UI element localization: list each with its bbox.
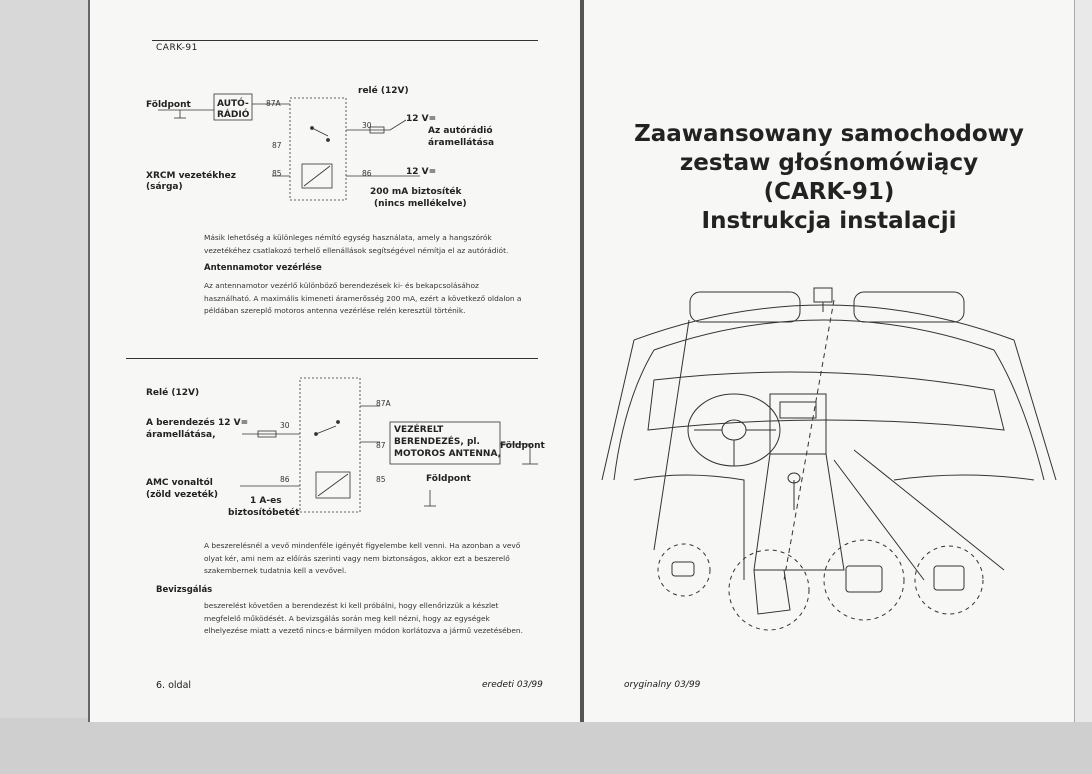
supply-top-1: 12 V=: [406, 114, 437, 124]
supply-label-2b: áramellátása,: [146, 430, 216, 440]
supply-top-desc-1: Az autórádió: [428, 126, 493, 136]
relay-title-1: relé (12V): [358, 86, 409, 96]
car-interior-illustration: [594, 280, 1064, 640]
relay-title-2: Relé (12V): [146, 388, 200, 398]
left-page: [88, 0, 584, 722]
pin-87a-1: 87A: [266, 99, 281, 108]
ground-bottom-2: Földpont: [426, 474, 471, 484]
pin-30-2: 30: [280, 421, 290, 430]
heading-antenna: Antennamotor vezérlése: [204, 263, 322, 273]
header-rule: [152, 40, 538, 41]
version-left: eredeti 03/99: [482, 680, 543, 690]
pin-87-1: 87: [272, 141, 282, 150]
ground-label-1: Földpont: [146, 100, 191, 110]
amc-label-2: (zöld vezeték): [146, 490, 219, 500]
header-code: CARK-91: [156, 43, 198, 53]
paragraph-antenna: Az antennamotor vezérlő különböző berendezések ki- és bekapcsolásához használható. A maximális kimeneti áramerősség 200 mA, ezért a következő oldalon a példában szereplő motoros antenna vezérlése relén keresztül történik.: [204, 281, 522, 315]
relay-diagram-1: [90, 70, 584, 230]
supply-bottom-1: 12 V=: [406, 167, 437, 177]
fuse-label-2a: 1 A-es: [250, 496, 282, 506]
paragraph-mute: Másik lehetőség a különleges némító egység használata, amely a hangszórók vezetékéhez csatlakozó terhelő ellenállások segítségével némítja el az autórádiót.: [204, 233, 509, 255]
controlled-device-2: BERENDEZÉS, pl.: [394, 437, 480, 447]
pin-86-1: 86: [362, 169, 372, 178]
fuse-label-1b: (nincs mellékelve): [374, 199, 467, 209]
scan-shadow: [0, 718, 1092, 774]
paragraph-installation: A beszerelésnél a vevő mindenféle igényét figyelembe kell venni. Ha azonban a vevő olyat kér, ami nem az előírás szerinti vagy nem biztonságos, akkor ezt a beszerelő szakembernek tudatnia kell a vevővel.: [204, 541, 521, 575]
pin-87a-2: 87A: [376, 399, 391, 408]
pin-87-2: 87: [376, 441, 386, 450]
mid-rule: [126, 358, 538, 359]
ground-right-2: Földpont: [500, 441, 545, 451]
pin-86-2: 86: [280, 475, 290, 484]
pin-85-1: 85: [272, 169, 282, 178]
heading-test: Bevizsgálás: [156, 585, 213, 595]
radio-box-label: AUTÓ- RÁDIÓ: [217, 99, 250, 120]
supply-voltage-2: 12 V=: [218, 418, 249, 428]
supply-top-desc-2: áramellátása: [428, 138, 495, 148]
fuse-label-1a: 200 mA biztosíték: [370, 187, 462, 197]
page-number: 6. oldal: [156, 680, 192, 691]
controlled-device-3: MOTOROS ANTENNA,: [394, 449, 501, 459]
right-page: [584, 0, 1074, 722]
amc-label-1: AMC vonaltól: [146, 478, 213, 488]
title-line-1: Zaawansowany samochodowy: [634, 121, 1024, 147]
pin-85-2: 85: [376, 475, 386, 484]
pin-30-1: 30: [362, 121, 372, 130]
version-right: oryginalny 03/99: [624, 680, 701, 690]
controlled-device-1: VEZÉRELT: [394, 425, 444, 435]
xrcm-label-1: XRCM vezetékhez: [146, 171, 237, 181]
title-line-4: Instrukcja instalacji: [701, 208, 957, 234]
page-edge: [1074, 0, 1092, 722]
fuse-label-2b: biztosítóbetét: [228, 508, 300, 518]
supply-label-2a: A berendezés: [146, 418, 215, 428]
xrcm-label-2: (sárga): [146, 182, 183, 192]
title-line-2: zestaw głośnomówiący: [679, 150, 979, 176]
title-block: [584, 120, 1074, 236]
paragraph-test: beszerelést követően a berendezést ki kell próbálni, hogy ellenőrizzük a készlet megfelelő működését. A bevizsgálás során meg kell nézni, hogy az egységek elhelyezése miatt a vezető nincs-e bármilyen módon korlátozva a jármű vezetésében.: [204, 601, 523, 635]
title-line-3: (CARK-91): [763, 179, 895, 205]
